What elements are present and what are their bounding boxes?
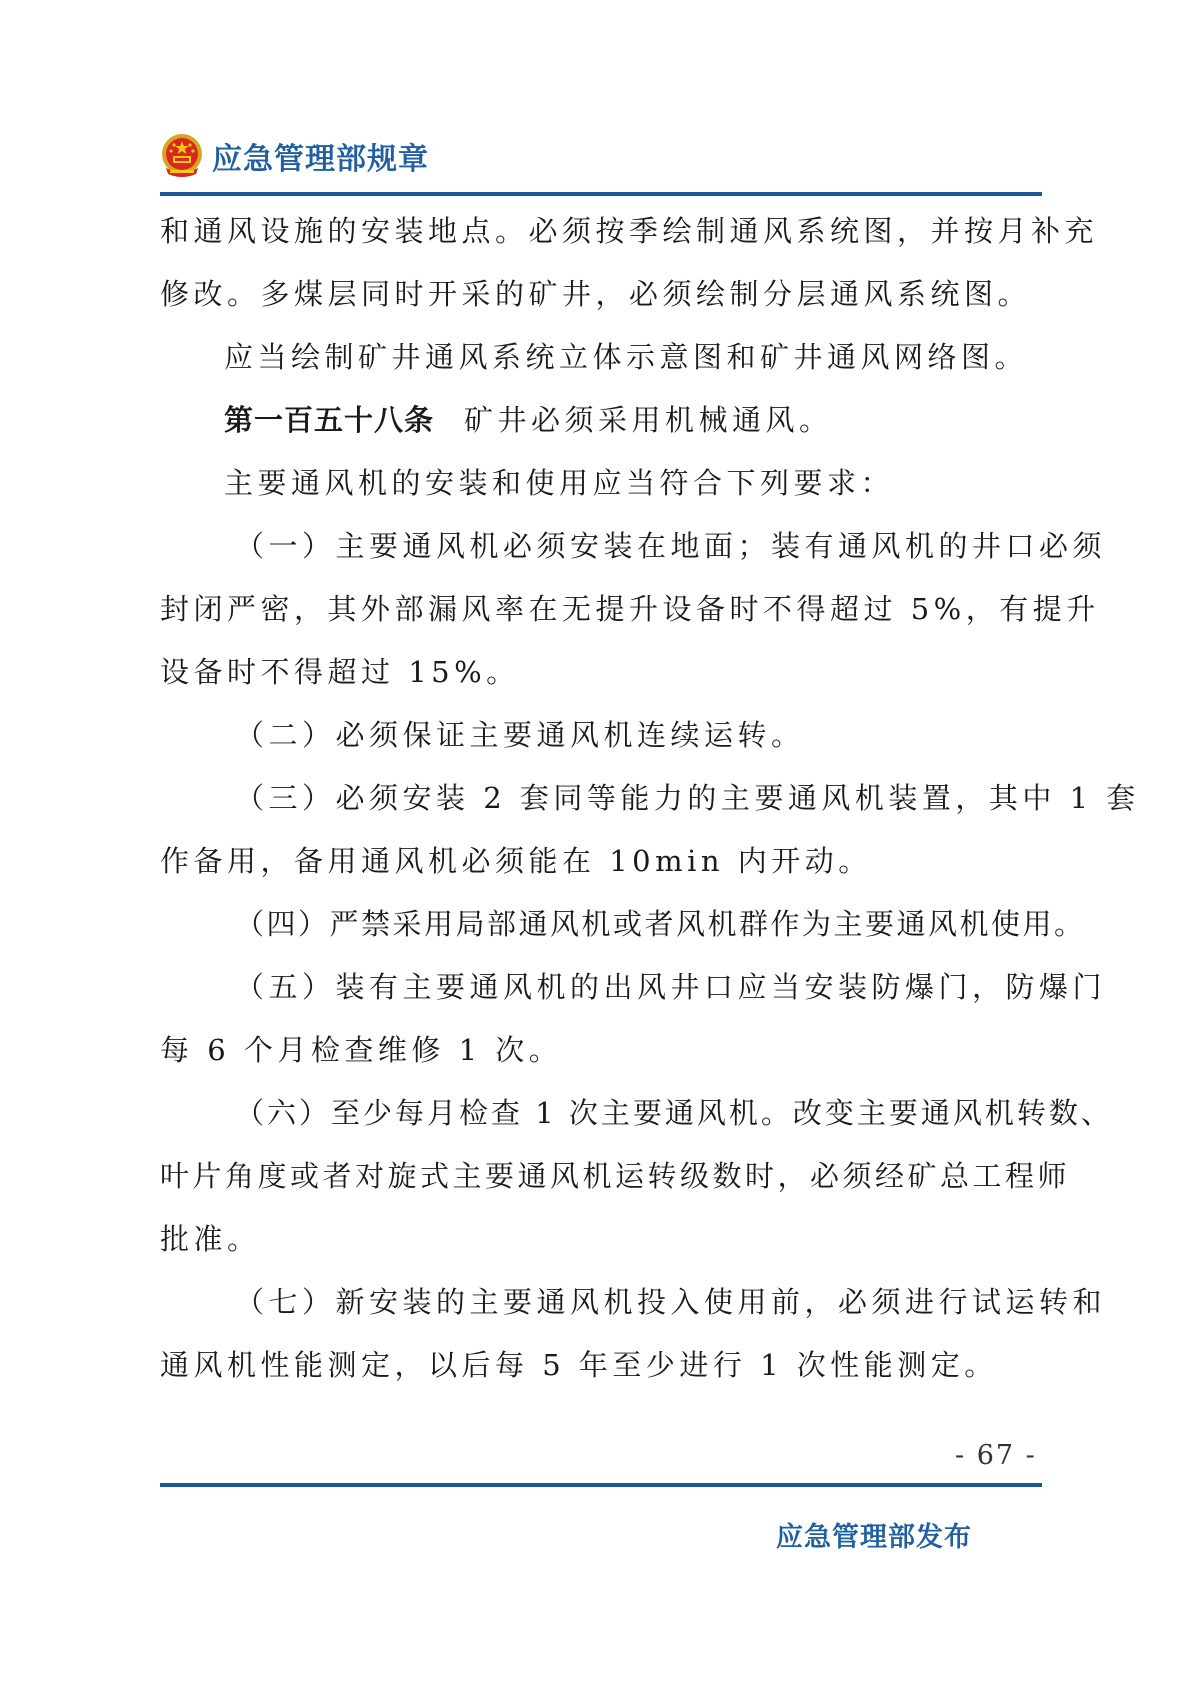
text-line: （六）至少每月检查 1 次主要通风机。改变主要通风机转数、	[235, 1096, 1113, 1130]
header-title: 应急管理部规章	[212, 142, 429, 177]
article-label: 第一百五十八条	[224, 403, 435, 437]
text-line: 封闭严密，其外部漏风率在无提升设备时不得超过 5%，有提升	[160, 592, 1100, 626]
text-line: 设备时不得超过 15%。	[160, 655, 520, 689]
list-item	[160, 1082, 1113, 1271]
text-line: 每 6 个月检查维修 1 次。	[160, 1033, 563, 1067]
text-line: （一）主要通风机必须安装在地面；装有通风机的井口必须	[235, 529, 1107, 563]
text-line: 和通风设施的安装地点。必须按季绘制通风系统图，并按月补充	[160, 214, 1099, 248]
footer-divider	[160, 1483, 1042, 1487]
text-line: 批准。	[160, 1222, 261, 1256]
text-line: （三）必须安装 2 套同等能力的主要通风机装置，其中 1 套	[235, 781, 1140, 815]
page-header	[160, 126, 429, 186]
paragraph	[160, 200, 1099, 326]
text-line: 修改。多煤层同时开采的矿井，必须绘制分层通风系统图。	[160, 277, 1032, 311]
text-line: （五）装有主要通风机的出风井口应当安装防爆门，防爆门	[235, 970, 1107, 1004]
article-text: 矿井必须采用机械通风。	[464, 403, 833, 437]
document-body	[160, 200, 1140, 1397]
text-line: 叶片角度或者对旋式主要通风机运转级数时，必须经矿总工程师	[160, 1159, 1071, 1193]
text-line: 作备用，备用通风机必须能在 10min 内开动。	[160, 844, 872, 878]
national-emblem-icon	[160, 132, 204, 180]
list-item	[160, 515, 1107, 704]
text-line: 通风机性能测定，以后每 5 年至少进行 1 次性能测定。	[160, 1348, 998, 1382]
list-item	[160, 1271, 1107, 1397]
article-paragraph	[160, 389, 1042, 452]
footer-publisher: 应急管理部发布	[776, 1522, 972, 1553]
page-number: - 67 -	[955, 1440, 1037, 1471]
text-line: （七）新安装的主要通风机投入使用前，必须进行试运转和	[235, 1285, 1107, 1319]
list-item	[160, 767, 1140, 893]
paragraph: 主要通风机的安装和使用应当符合下列要求：	[224, 466, 895, 500]
list-item: （四）严禁采用局部通风机或者风机群作为主要通风机使用。	[235, 907, 1086, 941]
list-item	[160, 956, 1107, 1082]
header-divider	[160, 192, 1042, 196]
paragraph: 应当绘制矿井通风系统立体示意图和矿井通风网络图。	[224, 340, 1029, 374]
list-item: （二）必须保证主要通风机连续运转。	[235, 718, 805, 752]
